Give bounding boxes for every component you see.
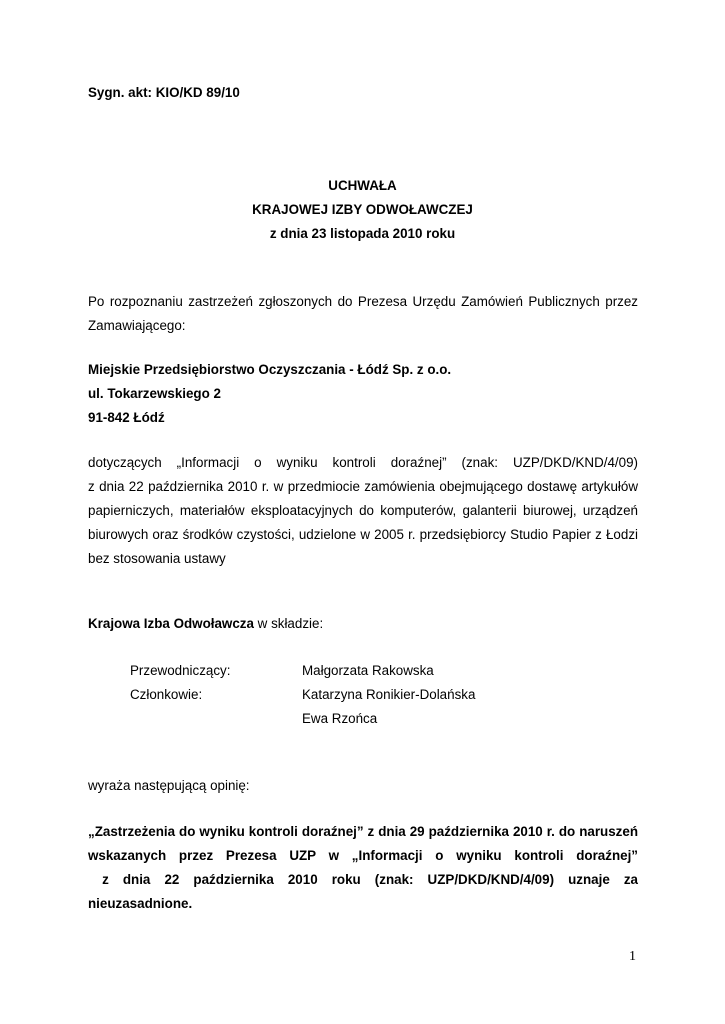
page-number: 1: [629, 949, 636, 964]
chair-name: Małgorzata Rakowska: [302, 663, 434, 678]
intro-line: Po rozpoznaniu zastrzeżeń zgłoszonych do Prezesa Urzędu Zamówień Publicznych przez: [88, 294, 638, 309]
opinion-line: wskazanych przez Prezesa UZP w „Informacji o wyniku kontroli doraźnej”: [88, 848, 638, 863]
entity-name: Miejskie Przedsiębiorstwo Oczyszczania - Łódź Sp. z o.o.: [88, 362, 452, 377]
concerning-line: bez stosowania ustawy: [88, 551, 226, 566]
concerning-line: z dnia 22 października 2010 r. w przedmiocie zamówienia obejmującego dostawę artykułów: [88, 479, 638, 494]
members-label: Członkowie:: [130, 687, 203, 702]
opinion-line: z dnia 22 października 2010 roku (znak: UZP/DKD/KND/4/09) uznaje za: [88, 872, 638, 887]
concerning-line: dotyczących „Informacji o wyniku kontroli doraźnej” (znak: UZP/DKD/KND/4/09): [88, 455, 638, 470]
case-signature: Sygn. akt: KIO/KD 89/10: [88, 85, 240, 100]
chair-label: Przewodniczący:: [130, 663, 231, 678]
chamber-name: Krajowa Izba Odwoławcza: [88, 616, 254, 631]
resolution-title: UCHWAŁA: [328, 178, 397, 193]
concerning-line: biurowych oraz środków czystości, udzielone w 2005 r. przedsiębiorcy Studio Papier z Łodzi: [88, 527, 638, 542]
opinion-intro: wyraża następującą opinię:: [88, 778, 250, 793]
intro-line: Zamawiającego:: [88, 318, 186, 333]
opinion-line: nieuzasadnione.: [88, 896, 193, 911]
composition-intro: [88, 616, 323, 631]
entity-street: ul. Tokarzewskiego 2: [88, 386, 221, 401]
member-name: Katarzyna Ronikier-Dolańska: [302, 687, 476, 702]
composition-intro-rest: w składzie:: [253, 616, 324, 631]
concerning-line: papierniczych, materiałów eksploatacyjnych do komputerów, galanterii biurowej, urządzeń: [88, 503, 638, 518]
entity-city: 91-842 Łódź: [88, 410, 165, 425]
member-name: Ewa Rzońca: [302, 711, 378, 726]
resolution-date: z dnia 23 listopada 2010 roku: [269, 226, 456, 241]
opinion-line: „Zastrzeżenia do wyniku kontroli doraźnej” z dnia 29 października 2010 r. do naruszeń: [88, 824, 638, 839]
chamber-title: KRAJOWEJ IZBY ODWOŁAWCZEJ: [252, 202, 473, 217]
